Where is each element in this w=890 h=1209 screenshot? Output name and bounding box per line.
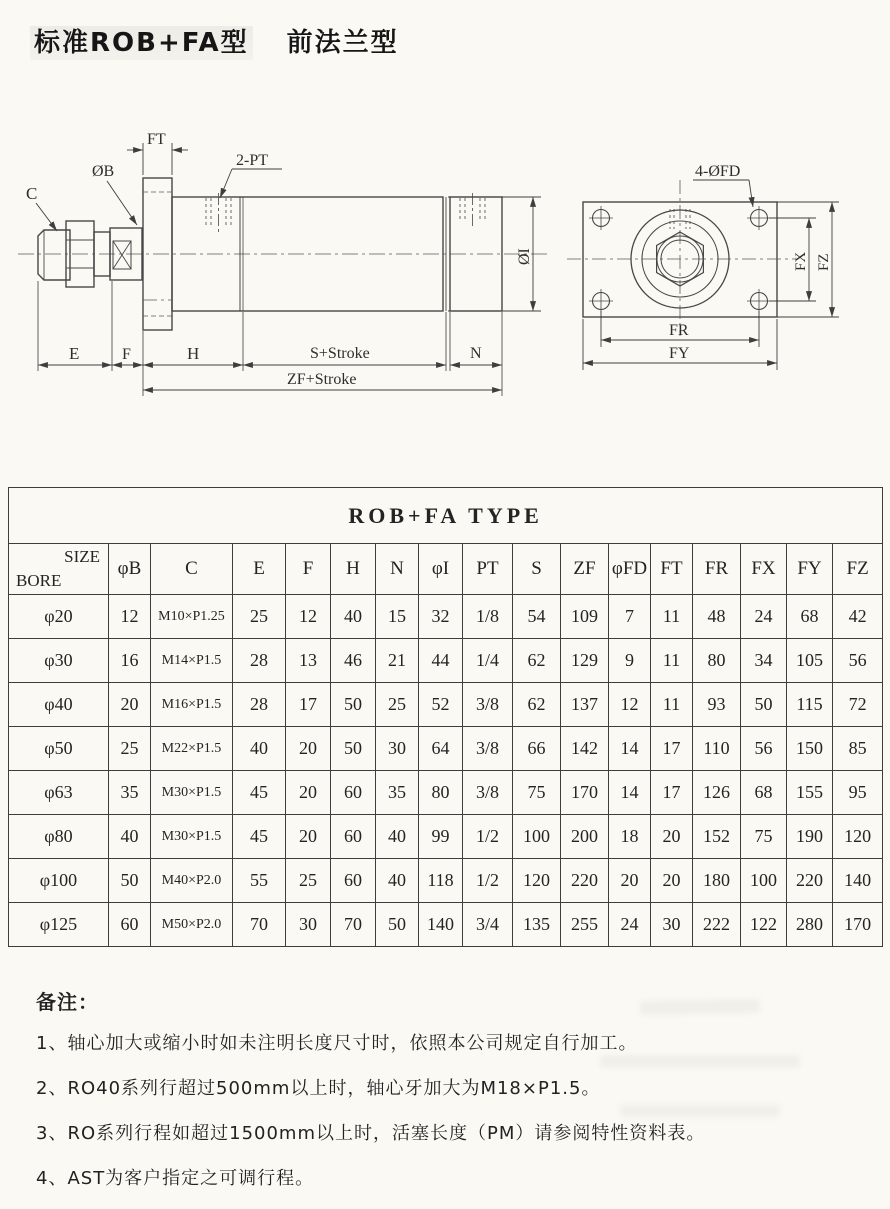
column-header: F — [286, 544, 331, 595]
value-cell: 45 — [233, 771, 286, 815]
bleedthrough-artifact — [620, 1105, 780, 1117]
value-cell: 220 — [561, 859, 609, 903]
value-cell: 50 — [109, 859, 151, 903]
value-cell: M50×P2.0 — [151, 903, 233, 947]
value-cell: 220 — [787, 859, 833, 903]
value-cell: 142 — [561, 727, 609, 771]
pt-leader — [220, 169, 232, 198]
value-cell: 100 — [741, 859, 787, 903]
value-cell: 28 — [233, 639, 286, 683]
bleedthrough-artifact — [600, 1055, 800, 1068]
table-row — [9, 683, 883, 727]
label-2pt: 2-PT — [236, 152, 268, 169]
value-cell: 20 — [109, 683, 151, 727]
note-item: 4、AST为客户指定之可调行程。 — [36, 1168, 315, 1189]
value-cell: 48 — [693, 595, 741, 639]
value-cell: 68 — [741, 771, 787, 815]
corner-cell — [9, 544, 109, 595]
size-cell: φ40 — [9, 683, 109, 727]
value-cell: 66 — [513, 727, 561, 771]
value-cell: 12 — [609, 683, 651, 727]
size-cell: φ50 — [9, 727, 109, 771]
table-row — [9, 639, 883, 683]
value-cell: 120 — [513, 859, 561, 903]
column-header: FT — [651, 544, 693, 595]
column-header: E — [233, 544, 286, 595]
value-cell: 9 — [609, 639, 651, 683]
table-row — [9, 903, 883, 947]
technical-drawings — [0, 108, 890, 458]
value-cell: 55 — [233, 859, 286, 903]
value-cell: 140 — [833, 859, 883, 903]
value-cell: 14 — [609, 727, 651, 771]
column-header: φB — [109, 544, 151, 595]
value-cell: 21 — [376, 639, 419, 683]
value-cell: 60 — [109, 903, 151, 947]
value-cell: 120 — [833, 815, 883, 859]
value-cell: 3/8 — [463, 771, 513, 815]
value-cell: 12 — [109, 595, 151, 639]
title-model: 标准ROB+FA型 — [30, 26, 253, 60]
notes-heading: 备注： — [36, 990, 99, 1014]
size-cell: φ125 — [9, 903, 109, 947]
value-cell: M14×P1.5 — [151, 639, 233, 683]
value-cell: 24 — [609, 903, 651, 947]
fd-leader — [749, 180, 753, 207]
rear-port — [460, 193, 485, 227]
title-type: 前法兰型 — [286, 28, 399, 58]
label-ob: ØB — [92, 163, 115, 180]
value-cell: 126 — [693, 771, 741, 815]
value-cell: 35 — [109, 771, 151, 815]
value-cell: 150 — [787, 727, 833, 771]
value-cell: 30 — [286, 903, 331, 947]
value-cell: M30×P1.5 — [151, 815, 233, 859]
value-cell: 3/8 — [463, 727, 513, 771]
value-cell: 50 — [331, 727, 376, 771]
table-row — [9, 771, 883, 815]
note-item: 3、RO系列行程如超过1500mm以上时，活塞长度（PM）请参阅特性资料表。 — [36, 1123, 706, 1144]
column-header: S — [513, 544, 561, 595]
value-cell: 16 — [109, 639, 151, 683]
value-cell: 17 — [651, 727, 693, 771]
value-cell: 75 — [741, 815, 787, 859]
label-c: C — [26, 184, 38, 203]
column-header: ZF — [561, 544, 609, 595]
value-cell: M10×P1.25 — [151, 595, 233, 639]
value-cell: 56 — [741, 727, 787, 771]
value-cell: 190 — [787, 815, 833, 859]
column-header: C — [151, 544, 233, 595]
label-fr: FR — [669, 322, 689, 339]
value-cell: 40 — [331, 595, 376, 639]
flange-front-view — [563, 150, 863, 405]
value-cell: 1/4 — [463, 639, 513, 683]
label-4fd: 4-ØFD — [695, 163, 741, 180]
value-cell: 122 — [741, 903, 787, 947]
value-cell: 62 — [513, 683, 561, 727]
value-cell: 50 — [376, 903, 419, 947]
value-cell: 135 — [513, 903, 561, 947]
value-cell: 18 — [609, 815, 651, 859]
value-cell: 25 — [233, 595, 286, 639]
value-cell: 25 — [286, 859, 331, 903]
corner-size-label: SIZE — [64, 547, 100, 566]
value-cell: 170 — [561, 771, 609, 815]
value-cell: 52 — [419, 683, 463, 727]
note-item: 1、轴心加大或缩小时如未注明长度尺寸时，依照本公司规定自行加工。 — [36, 1033, 638, 1054]
value-cell: M30×P1.5 — [151, 771, 233, 815]
value-cell: 62 — [513, 639, 561, 683]
label-e: E — [69, 344, 80, 363]
ob-leader — [107, 181, 137, 225]
value-cell: 155 — [787, 771, 833, 815]
cylinder-side-view — [10, 113, 560, 428]
value-cell: 40 — [376, 859, 419, 903]
label-h: H — [187, 344, 200, 363]
rod-thread — [38, 230, 70, 280]
value-cell: 80 — [693, 639, 741, 683]
column-header: PT — [463, 544, 513, 595]
value-cell: 1/8 — [463, 595, 513, 639]
column-header: φFD — [609, 544, 651, 595]
value-cell: 56 — [833, 639, 883, 683]
value-cell: 17 — [651, 771, 693, 815]
value-cell: 28 — [233, 683, 286, 727]
value-cell: 118 — [419, 859, 463, 903]
column-header: FX — [741, 544, 787, 595]
value-cell: 137 — [561, 683, 609, 727]
value-cell: 20 — [286, 771, 331, 815]
value-cell: 70 — [233, 903, 286, 947]
value-cell: 11 — [651, 595, 693, 639]
value-cell: 35 — [376, 771, 419, 815]
value-cell: 24 — [741, 595, 787, 639]
dimension-table — [8, 487, 883, 947]
value-cell: 100 — [513, 815, 561, 859]
value-cell: 11 — [651, 683, 693, 727]
value-cell: 85 — [833, 727, 883, 771]
value-cell: 40 — [109, 815, 151, 859]
value-cell: 3/4 — [463, 903, 513, 947]
value-cell: 68 — [787, 595, 833, 639]
column-header: FR — [693, 544, 741, 595]
value-cell: 109 — [561, 595, 609, 639]
value-cell: 17 — [286, 683, 331, 727]
front-port — [206, 193, 231, 233]
value-cell: 152 — [693, 815, 741, 859]
label-oi: ØI — [516, 248, 533, 265]
column-header: H — [331, 544, 376, 595]
label-fz: FZ — [816, 253, 832, 271]
label-f: F — [122, 346, 131, 363]
value-cell: 115 — [787, 683, 833, 727]
value-cell: 30 — [651, 903, 693, 947]
value-cell: 40 — [376, 815, 419, 859]
value-cell: 20 — [286, 727, 331, 771]
bottom-dimensions — [38, 365, 502, 390]
size-cell: φ100 — [9, 859, 109, 903]
value-cell: 60 — [331, 859, 376, 903]
label-fx: FX — [793, 251, 809, 271]
value-cell: 180 — [693, 859, 741, 903]
label-s-stroke: S+Stroke — [310, 345, 370, 362]
value-cell: 12 — [286, 595, 331, 639]
value-cell: M40×P2.0 — [151, 859, 233, 903]
label-fy: FY — [669, 345, 690, 362]
column-header: φI — [419, 544, 463, 595]
value-cell: 32 — [419, 595, 463, 639]
value-cell: 93 — [693, 683, 741, 727]
label-ft: FT — [147, 131, 166, 148]
table-row — [9, 859, 883, 903]
page-title — [30, 22, 399, 59]
value-cell: 222 — [693, 903, 741, 947]
value-cell: 60 — [331, 815, 376, 859]
value-cell: 110 — [693, 727, 741, 771]
label-n: N — [470, 345, 482, 362]
value-cell: 3/8 — [463, 683, 513, 727]
value-cell: 11 — [651, 639, 693, 683]
label-zf-stroke: ZF+Stroke — [287, 371, 357, 388]
size-cell: φ30 — [9, 639, 109, 683]
table-row — [9, 815, 883, 859]
value-cell: 50 — [331, 683, 376, 727]
value-cell: 20 — [286, 815, 331, 859]
value-cell: 170 — [833, 903, 883, 947]
value-cell: 42 — [833, 595, 883, 639]
value-cell: 20 — [609, 859, 651, 903]
value-cell: 45 — [233, 815, 286, 859]
value-cell: 30 — [376, 727, 419, 771]
table-header-row — [9, 544, 883, 595]
value-cell: 200 — [561, 815, 609, 859]
value-cell: 34 — [741, 639, 787, 683]
value-cell: 280 — [787, 903, 833, 947]
table-title: ROB+FA TYPE — [9, 488, 883, 544]
value-cell: 99 — [419, 815, 463, 859]
value-cell: 25 — [109, 727, 151, 771]
value-cell: 64 — [419, 727, 463, 771]
value-cell: 80 — [419, 771, 463, 815]
c-leader — [36, 203, 57, 231]
table-row — [9, 595, 883, 639]
value-cell: 46 — [331, 639, 376, 683]
corner-bore-label: BORE — [16, 571, 62, 590]
value-cell: 20 — [651, 859, 693, 903]
value-cell: 95 — [833, 771, 883, 815]
value-cell: M22×P1.5 — [151, 727, 233, 771]
value-cell: 75 — [513, 771, 561, 815]
extension-lines — [38, 281, 502, 396]
value-cell: 105 — [787, 639, 833, 683]
value-cell: 44 — [419, 639, 463, 683]
table-row — [9, 727, 883, 771]
notes-section — [36, 986, 866, 1209]
value-cell: 70 — [331, 903, 376, 947]
value-cell: 15 — [376, 595, 419, 639]
column-header: FY — [787, 544, 833, 595]
bleedthrough-artifact — [640, 999, 760, 1015]
value-cell: 1/2 — [463, 859, 513, 903]
column-header: FZ — [833, 544, 883, 595]
value-cell: 13 — [286, 639, 331, 683]
value-cell: M16×P1.5 — [151, 683, 233, 727]
value-cell: 255 — [561, 903, 609, 947]
value-cell: 50 — [741, 683, 787, 727]
value-cell: 129 — [561, 639, 609, 683]
size-cell: φ80 — [9, 815, 109, 859]
value-cell: 7 — [609, 595, 651, 639]
value-cell: 140 — [419, 903, 463, 947]
value-cell: 14 — [609, 771, 651, 815]
value-cell: 25 — [376, 683, 419, 727]
size-cell: φ63 — [9, 771, 109, 815]
value-cell: 72 — [833, 683, 883, 727]
size-cell: φ20 — [9, 595, 109, 639]
value-cell: 40 — [233, 727, 286, 771]
value-cell: 1/2 — [463, 815, 513, 859]
note-item: 2、RO40系列行超过500mm以上时，轴心牙加大为M18×P1.5。 — [36, 1078, 601, 1099]
table-body — [9, 595, 883, 947]
value-cell: 60 — [331, 771, 376, 815]
column-header: N — [376, 544, 419, 595]
value-cell: 54 — [513, 595, 561, 639]
value-cell: 20 — [651, 815, 693, 859]
